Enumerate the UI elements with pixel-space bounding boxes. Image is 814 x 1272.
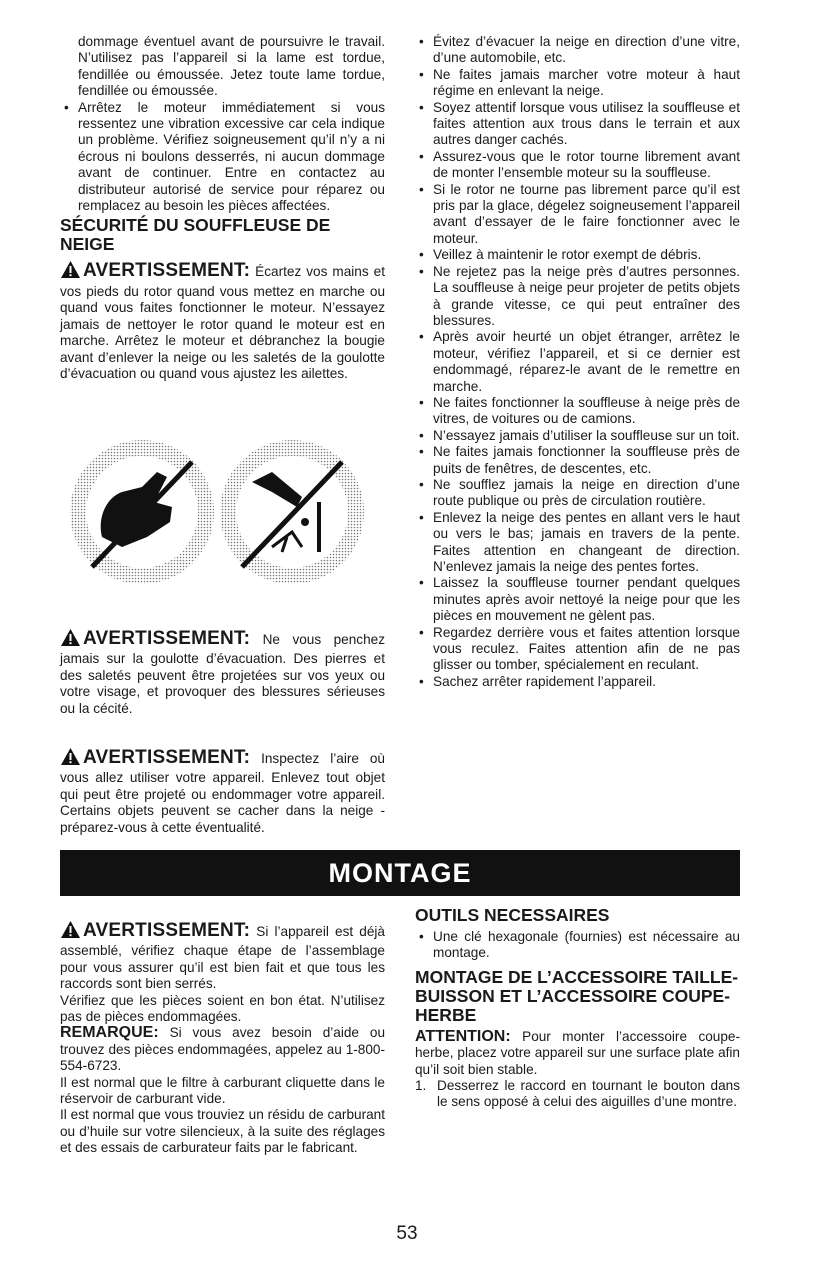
- no-hands-icon: [70, 440, 214, 584]
- vibration-list: [60, 100, 385, 215]
- list-item: • Après avoir heurté un objet étranger, arrêtez le moteur, vérifiez l’appareil, et si ce dernier est endommagé, réparez-le avant de le remettre en marche.: [415, 329, 740, 395]
- list-item: • Ne faites jamais marcher votre moteur à haut régime en enlevant la neige.: [415, 67, 740, 100]
- page-number: 53: [396, 1223, 418, 1244]
- step-number: 1.: [415, 1078, 427, 1094]
- warning-label: AVERTISSEMENT:: [83, 747, 251, 769]
- left-column-top: [60, 34, 385, 382]
- check-parts-text: Vérifiez que les pièces soient en bon état. N’utilisez pas de pièces endommagées.: [60, 992, 385, 1025]
- warning-triangle-icon: [60, 260, 81, 283]
- right-column-top: [415, 34, 740, 690]
- attention-paragraph: [415, 1029, 740, 1078]
- attention-text: Pour monter l’accessoire coupe-herbe, placez votre appareil sur une surface plate afin qu’il soit bien stable.: [415, 1028, 741, 1077]
- left-column-warnings: [60, 628, 385, 836]
- intro-paragraph: dommage éventuel avant de poursuivre le travail. N’utilisez pas l’appareil si la lame est tordue, fendillée ou émoussée. Jetez toute lame tordue, fendillée ou émoussée.: [78, 34, 385, 99]
- safety-heading: SÉCURITÉ DU SOUFFLEUSE DE NEIGE: [60, 215, 331, 255]
- warning-block-2: [60, 628, 385, 717]
- list-item: • Veillez à maintenir le rotor exempt de débris.: [415, 247, 740, 263]
- list-item: • Ne faites jamais fonctionner la souffleuse près de puits de fenêtres, de descentes, etc.: [415, 444, 740, 477]
- step-text: Desserrez le raccord en tournant le bouton dans le sens opposé à celui des aiguilles d’une montre.: [437, 1078, 740, 1110]
- list-item: • Assurez-vous que le rotor tourne librement avant de monter l’ensemble moteur su la souffleuse.: [415, 149, 740, 182]
- attention-label: ATTENTION:: [415, 1027, 511, 1045]
- section-banner: MONTAGE: [60, 850, 740, 896]
- list-item: • Si le rotor ne tourne pas librement parce qu’il est pris par la glace, dégelez soigneusement l’appareil avant d’essayer de le faire fonctionner avec le moteur.: [415, 182, 740, 248]
- list-item: • Évitez d’évacuer la neige en direction d’une vitre, d’une automobile, etc.: [415, 34, 740, 67]
- list-item: • Une clé hexagonale (fournies) est nécessaire au montage.: [415, 929, 740, 962]
- list-item: • Ne faites fonctionner la souffleuse à neige près de vitres, de voitures ou de camions.: [415, 395, 740, 428]
- warning-text: Si l’appareil est déjà assemblé, vérifiez chaque étape de l’assemblage pour vous assurer qu’il est bien fait et que tous les raccords sont bien serrés.: [60, 924, 385, 992]
- step-item: [415, 1078, 740, 1111]
- left-column-bottom: [60, 920, 385, 1157]
- step-list: [415, 1078, 740, 1111]
- warning-block-3: [60, 747, 385, 836]
- remark-paragraph: [60, 1025, 385, 1074]
- warning-label: AVERTISSEMENT:: [83, 920, 251, 941]
- no-chute-icon: [220, 440, 364, 584]
- warning-triangle-icon: [60, 628, 81, 651]
- list-item: • Regardez derrière vous et faites attention lorsque vous reculez. Faites attention afin de ne pas glisser ou tomber, spécialement en reculant.: [415, 625, 740, 674]
- warning-block-1: [60, 260, 385, 382]
- warning-text: Écartez vos mains et vos pieds du rotor quand vous mettez en marche ou quand vous faites fonctionner le moteur. N’essayez jamais de nettoyer le rotor quand le moteur est en marche. Arrêtez le moteur et débranchez la bougie avant d’enlever la neige ou les saletés de la goulotte d’évacuation ou quand vous ajustez les ailettes.: [60, 264, 386, 381]
- prohibition-illustration: [62, 427, 372, 597]
- safety-bullet-list: [415, 34, 740, 690]
- right-column-bottom: [415, 904, 740, 1111]
- warning-triangle-icon: [60, 747, 81, 770]
- list-item: • Ne rejetez pas la neige près d’autres personnes. La souffleuse à neige peur projeter de petits objets à grande vitesse, ce qui peut entraîner des blessures.: [415, 264, 740, 330]
- warning-text: Inspectez l’aire où vous allez utiliser votre appareil. Enlevez tout objet qui peut être projeté ou endommager votre appareil. Certains objets peuvent se cacher dans la neige - préparez-vous à cette éventualité.: [60, 751, 385, 835]
- tools-heading: OUTILS NECESSAIRES: [415, 905, 610, 925]
- remark-text: Si vous avez besoin d’aide ou trouvez des pièces endommagées, appelez au 1-800-554-6723.: [60, 1025, 386, 1074]
- bullet-vibration: • Arrêtez le moteur immédiatement si vous ressentez une vibration excessive car cela indique un problème. Vérifiez soigneusement qu’il n’y a ni écrous ni boulons desserrés, ni aucun dommage avant de continuer. Entre en contactez au distributeur autorisé de service pour réparez ou remplacez au besoin les pièces affectées.: [60, 100, 385, 215]
- list-item: • Ne soufflez jamais la neige en direction d’une route publique ou près de circulation routière.: [415, 477, 740, 510]
- warning-label: AVERTISSEMENT:: [83, 628, 251, 649]
- list-item: • Laissez la souffleuse tourner pendant quelques minutes après avoir nettoyé la neige pour que les pièces en mouvement ne gèlent pas.: [415, 575, 740, 624]
- list-item: • N’essayez jamais d’utiliser la souffleuse sur un toit.: [415, 428, 740, 444]
- tools-list: [415, 929, 740, 962]
- filter-note: Il est normal que le filtre à carburant cliquette dans le réservoir de carburant vide.: [60, 1074, 385, 1107]
- assembly-heading: MONTAGE DE L’ACCESSOIRE TAILLE-BUISSON ET L’ACCESSOIRE COUPE-HERBE: [415, 966, 739, 1025]
- list-item: • Sachez arrêter rapidement l’appareil.: [415, 674, 740, 690]
- residue-note: Il est normal que vous trouviez un résidu de carburant ou d’huile sur votre silencieux, à la suite des réglages et des essais de carburateur faits par le fabricant.: [60, 1107, 385, 1156]
- list-item: • Soyez attentif lorsque vous utilisez la souffleuse et faites attention aux trous dans le terrain et aux autres danger cachés.: [415, 100, 740, 149]
- warning-text: Ne vous penchez jamais sur la goulotte d’évacuation. Des pierres et des saletés peuvent être projetées sur vos yeux ou votre visage, et provoquer des blessures sérieuses ou la cécité.: [60, 632, 386, 716]
- remark-label: REMARQUE:: [60, 1024, 159, 1042]
- warning-label: AVERTISSEMENT:: [83, 260, 251, 282]
- warning-triangle-icon: [60, 920, 81, 943]
- assembly-warning: [60, 920, 385, 993]
- list-item: • Enlevez la neige des pentes en allant vers le haut ou vers le bas; jamais en travers de la pente. Faites attention en changeant de direction. N’enlevez jamais la neige des pentes fortes.: [415, 510, 740, 576]
